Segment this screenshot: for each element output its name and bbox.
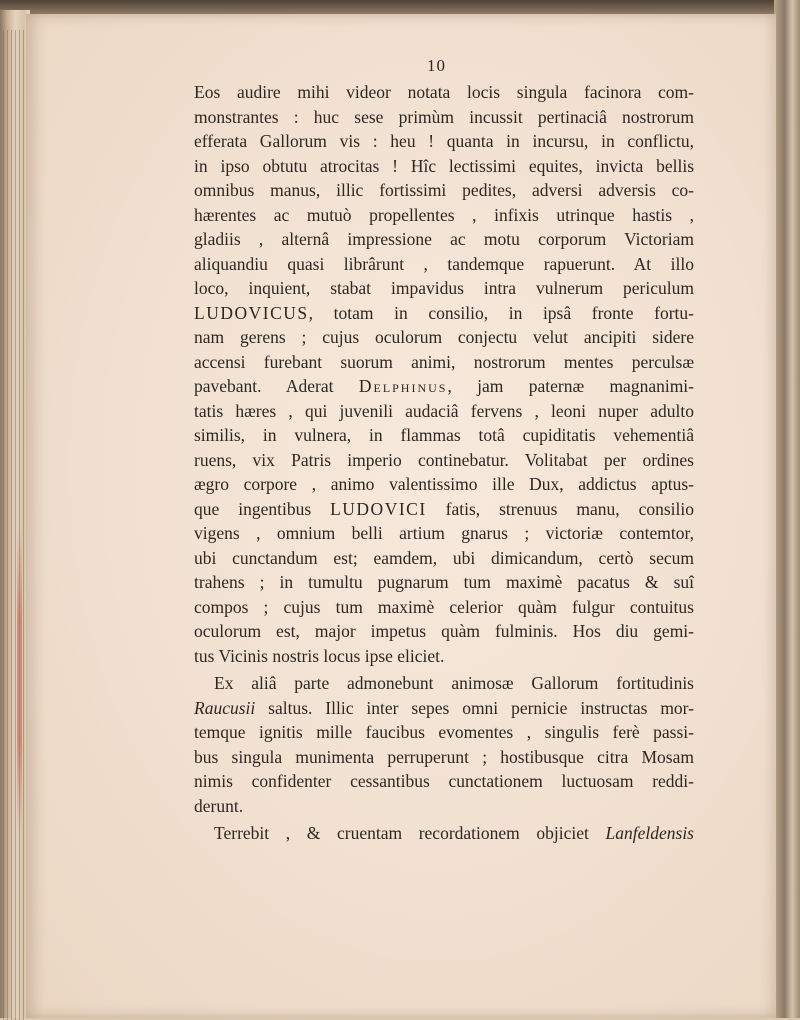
text-line <box>194 696 694 721</box>
text-line <box>194 129 694 154</box>
text-segment: Ex aliâ parte admonebunt animosæ Gallorum fortitudinis <box>214 673 694 693</box>
paragraph <box>194 671 694 818</box>
text-line <box>194 448 694 473</box>
text-segment: LUDOVICI <box>330 498 427 519</box>
text-line <box>194 178 694 203</box>
text-segment: in ipso obtutu atrocitas ! Hîc lectissimi equites, invicta bellis <box>194 155 694 176</box>
text-line <box>194 301 694 326</box>
text-segment: nam gerens ; cujus oculorum conjectu velut ancipiti sidere <box>194 327 694 347</box>
text-segment: nimis confidenter cessantibus cunctationem luctuosam reddi- <box>194 771 694 791</box>
text-line <box>194 595 694 620</box>
text-segment: ruens, vix Patris imperio continebatur. Volitabat per ordines <box>194 449 694 470</box>
text-segment: oculorum est, major impetus quàm fulminis. Hos diu gemi- <box>194 621 694 641</box>
text-line <box>194 423 694 448</box>
text-segment: Delphinus <box>358 376 448 396</box>
text-line <box>194 350 694 375</box>
text-segment: loco, inquient, stabat impavidus intra vulnerum periculum <box>194 278 694 298</box>
text-segment: Raucusii <box>194 697 256 718</box>
text-line <box>194 276 694 301</box>
text-segment: trahens ; in tumultu pugnarum tum maximè pacatus & suî <box>194 572 694 592</box>
text-block <box>194 80 694 846</box>
text-line <box>194 821 694 846</box>
text-segment: derunt. <box>194 795 244 816</box>
text-segment: Eos audire mihi videor notata locis singula facinora com- <box>194 82 694 102</box>
text-segment: similis, in vulnera, in flammas totâ cupiditatis vehementiâ <box>194 425 694 445</box>
text-line <box>194 105 694 130</box>
text-line <box>194 720 694 745</box>
text-segment: ægro corpore , animo valentissimo ille Dux, addictus aptus- <box>194 474 694 494</box>
text-line <box>194 546 694 571</box>
text-line <box>194 644 694 669</box>
text-line <box>194 252 694 277</box>
text-line <box>194 745 694 770</box>
text-line <box>194 472 694 497</box>
text-segment: pavebant. Aderat <box>194 376 359 396</box>
red-page-edge <box>17 530 22 830</box>
text-line <box>194 671 694 696</box>
text-segment: saltus. Illic inter sepes omni pernicie instructas mor- <box>255 697 694 718</box>
text-segment: que ingentibus <box>194 498 331 519</box>
text-segment: aliquandiu quasi librârunt , tandemque rapuerunt. At illo <box>194 253 694 274</box>
text-segment: tus Vicinis nostris locus ipse eliciet. <box>194 645 445 666</box>
text-segment: monstrantes : huc sese primùm incussit pertinaciâ nostrorum <box>194 106 694 127</box>
text-segment: vigens , omnium belli artium gnarus ; victoriæ contemtor, <box>194 523 694 543</box>
text-line <box>194 570 694 595</box>
page-stack-edges <box>3 30 25 1020</box>
text-line <box>194 399 694 424</box>
text-segment: fatis, strenuus manu, consilio <box>426 498 694 519</box>
book-board-right <box>774 0 800 1018</box>
text-segment: efferata Gallorum vis : heu ! quanta in incursu, in conflictu, <box>194 131 694 151</box>
paragraph <box>194 821 694 846</box>
text-segment: , totam in consilio, in ipsâ fronte fortu- <box>308 302 694 323</box>
text-line <box>194 325 694 350</box>
page-number: 10 <box>427 56 446 75</box>
text-segment: bus singula munimenta perruperunt ; hostibusque citra Mosam <box>194 746 694 767</box>
text-segment: omnibus manus, illic fortissimi pedites, adversi adversis co- <box>194 180 694 200</box>
text-line <box>194 203 694 228</box>
text-segment: temque ignitis mille faucibus evomentes , singulis ferè passi- <box>194 722 694 742</box>
book-board-top <box>0 0 800 14</box>
text-segment: tatis hæres , qui juvenili audaciâ fervens , leoni nuper adulto <box>194 400 694 421</box>
text-segment: accensi furebant suorum animi, nostrorum mentes perculsæ <box>194 351 694 372</box>
text-segment: Lanfeldensis <box>605 823 694 843</box>
text-segment: ubi cunctandum est; eamdem, ubi dimicandum, certò secum <box>194 547 694 568</box>
text-segment: gladiis , alternâ impressione ac motu corporum Victoriam <box>194 229 694 249</box>
text-segment: , jam paternæ magnanimi- <box>447 376 694 396</box>
text-segment: hærentes ac mutuò propellentes , infixis utrinque hastis , <box>194 204 694 225</box>
text-line <box>194 80 694 105</box>
text-line <box>194 227 694 252</box>
text-line <box>194 521 694 546</box>
text-line <box>194 374 694 399</box>
text-line <box>194 497 694 522</box>
text-segment: Terrebit , & cruentam recordationem objiciet <box>214 823 606 843</box>
paragraph <box>194 80 694 668</box>
text-line <box>194 619 694 644</box>
text-line <box>194 794 694 819</box>
text-line <box>194 769 694 794</box>
text-segment: compos ; cujus tum maximè celerior quàm fulgur contuitus <box>194 596 694 617</box>
text-line <box>194 154 694 179</box>
text-segment: LUDOVICUS <box>194 302 309 323</box>
